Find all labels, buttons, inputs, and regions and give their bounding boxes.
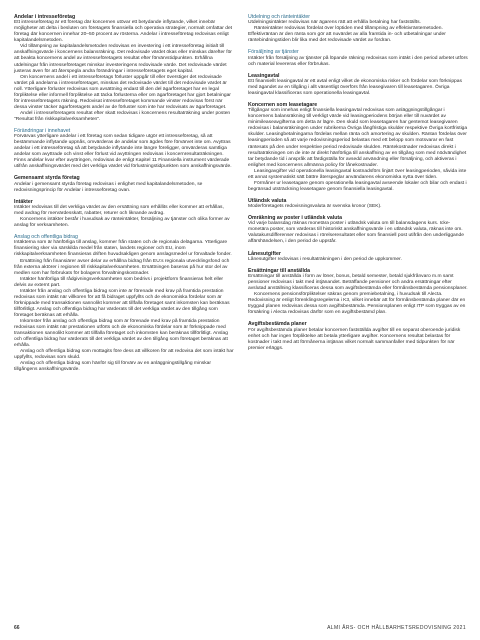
- section-heading: Förändringar i innehavet: [14, 128, 71, 134]
- section-utdelning-och-ranteintakter: [248, 14, 468, 44]
- section-heading: Koncernen som leasetagare: [248, 102, 318, 109]
- section-leasingavtal: [248, 73, 468, 97]
- body-paragraph: Andel i intresseföretagets resultat efter skatt redovisas i koncernens resultaträkning under posten "Resultat från riskkapitalverksamheten".: [14, 110, 231, 122]
- body-paragraph: Lånesutgifter redovisas i resultaträkningen i den period de uppkommer.: [248, 256, 402, 262]
- body-paragraph: Utdelningsintäkter redovisas när ägarens rätt att erhålla betalning har fastställts.: [248, 20, 421, 26]
- body-paragraph: För avgiftsbestämda planer betalar koncernen fastställda avgifter till en separat oberoende juridisk enhet och har ingen förpliktelse att betala ytterligare avgifter. Koncernens resultat belastas för kostnader i takt med att förmånerna intjänas vilket normalt sammanfaller med tidpunkten för när premier erläggs.: [248, 327, 461, 351]
- section-intakter: [14, 199, 234, 229]
- section-lanesutgifter: [248, 251, 468, 263]
- body-paragraph: Vid tillämpning av kapitalandelsmetoden redovisas en investering i ett intresseföretag initialt till anskaffningsvärde i koncernens balansräkning. Det redovisade värdet ökas eller minskas därefter för att beakta koncernens andel av intresseföretagets resultat efter förvärvstidpunkten. Erhållna utdelningar från intresseföretaget minskar investeringens redovisade värde. Det redovisade värdet justeras även för att återspegla andra förändringar i intresseföretagets eget kapital.: [14, 44, 232, 74]
- body-paragraph: Ersättningar till anställda i form av löner, bonus, betald semester, betald sjukfrånvaro m.m samt pensioner redovisas i takt med intjänandet. Beträffande pensioner och andra ersättningar efter avslutad anställning klassificeras dessa som avgiftsbestämda eller förmånsbestämda pensionsplaner.: [248, 273, 468, 292]
- body-paragraph: Om koncernens andel i ett intresseföretags förluster uppgår till eller överstiger det redovisade värdet på andelarna i intresseföretaget, minskas det redovisade värdet till det redovisade värdet är noll. Ytterligare förluster redovisas som avsättning endast till den del ägarföretaget har en legal förpliktelse eller informell förpliktelse att täcka förlusterna eller om ägarföretaget har gjort betalningar för intresseföretagets räkning. Redovisat intresseföretaget kommande vinster redovisas först när dessa vinster täcker ägarföretagets andel av de förluster som inte har redovisats av ägarföretaget.: [14, 74, 231, 110]
- section-heading: Intäkter: [14, 198, 33, 205]
- body-paragraph: Förvärvas ytterligare andelar i ett företag som sedan tidigare utgör ett intresseföretag, så att bestämmande inflytande uppnås, omvärderas de andelar som ägdes före förvärvet inte om. Avyttras andelar i ett intresseföretag så att betydande inflytande inte längre föreligger, omvärderas samtliga andelar som avyttrade och vinst eller förlust vid avyttringen redovisas i koncernresultaträkningen. Finns andelar kvar efter avyttringen, redovisas de enligt Kapitel 11 Finansiella instrument värderade utifrån anskaffningsvärdet med det verkliga värdet vid förlustningstidpunkten som anskaffningsvärde.: [14, 134, 232, 170]
- page-number: 66: [14, 625, 20, 631]
- body-paragraph: Koncernens intäkter består i huvudsak av ränteintäkter, försäljning av tjänster och olika former av anslag för verksamheten.: [14, 217, 230, 229]
- section-heading: Utländsk valuta: [248, 197, 287, 204]
- section-heading: Lånesutgifter: [248, 250, 281, 257]
- section-utlandsk-valuta: [248, 198, 468, 210]
- body-paragraph: Leasingavgifter vid operationella leasingavtal kostnadsförs linjärt över leasingperioden, såvida inte ett annat systematiskt sätt bättre återspeglar användarens ekonomiska nytta över tiden.: [248, 168, 467, 180]
- body-paragraph: Vid varje balansdag räknas monetära poster i utländsk valuta om till balansdagens kurs. Icke-monetära poster, som värderas till historiskt anskaffningsvärde i en utländsk valuta, räknas inte om. Valutakursdifferenser redovisas i rörelseresultatet eller som finansiell post utifrån den underliggande affärshändelsen, i den period de uppstår.: [248, 221, 464, 245]
- body-paragraph: Ett finansiellt leasingavtal är ett avtal enligt vilket de ekonomiska risker och fördelar som förknippas med ägandet av en tillgång i allt väsentligt överförs från leasegivaren till leasetagaren. Övriga leasingavtal klassificeras som operationella leasingavtal.: [248, 78, 462, 96]
- section-heading: Ersättningar till anställda: [248, 267, 310, 274]
- running-title: ALMI ÅRS- OCH HÅLLBARHETSREDOVISNING 2021: [327, 625, 466, 631]
- section-heading: Avgiftsbestämda planer: [248, 321, 307, 328]
- section-heading: Omräkning av poster i utländsk valuta: [248, 215, 342, 222]
- body-paragraph: Intäkter från anslag och offentliga bidrag som inte är förenade med krav på framtida prestation redovisas som intäkt när villkoren för att få bidraget uppfyllts och de ekonomiska fördelar som är förknippade med transaktionen sannolikt kommer att tillfalla företaget samt inkomsten kan beräknas tillförlitligt. Anslag och offentliga bidrag har värderats till det verkliga värdet av den tillgång som företaget beräknas att erhålla.: [14, 288, 230, 318]
- section-avgiftsbestamda-planer: [248, 321, 468, 351]
- section-heading: Försäljning av tjänster: [248, 49, 299, 56]
- section-heading: Anslag och offentliga bidrag: [14, 234, 78, 241]
- body-paragraph: Anslag och offentliga bidrag som mottagits före dess att villkoren för att redovisa det som intäkt har uppfyllts, redovisas som skuld.: [14, 349, 234, 361]
- section-omrakning-av-poster-i-utlandsk-valuta: [248, 215, 468, 245]
- section-heading: Gemensamt styrda företag: [14, 175, 80, 182]
- body-paragraph: Intäkter från försäljning av tjänster på löpande räkning redovisas som intäkt i den period arbetet utförs och material levereras eller förbrukas.: [248, 55, 468, 67]
- body-paragraph: Andelar i gemensamt styrda företag redovisas i enlighet med kapitalandelsmetoden, se redovisningsprincip för Andelar i intresseföretag ovan.: [14, 181, 203, 193]
- section-gemensamt-styrda-foretag: [14, 175, 234, 193]
- right-column: [248, 14, 468, 357]
- body-paragraph: Intäkter hänförliga till rådgivningsverksamheten som bedrivs i projektform finansieras helt eller delvis av externt part.: [14, 276, 224, 288]
- body-paragraph: Ett intresseföretag är ett företag där koncernen utövar ett betydande inflytande, vilket innebär möjligheter att delta i besluten om företagets finansiella och operativa strategier, normalt omfattar det företag där koncernen innehar 20–50 procent av rösterna. Andelar i intresseföretag redovisas enligt kapitalandelsmetoden.: [14, 20, 233, 44]
- body-paragraph: Ersättning från finansiärer avser delar av erhållna bidrag från EU:s regionala utvecklingsfond och från externa aktörer i regionen till riskkapitalverksamheten. Ersättningen baseras på hur stor del av medlen som har förbrukats för bolagens förvaltningskostnader.: [14, 258, 230, 276]
- body-paragraph: Inkomster från anslag och offentliga bidrag som är förenade med krav på framtida prestation redovisas som intäkt när prestationen utförts och de ekonomiska fördelar som är förknippade med transaktionen sannolikt kommer att tillfalla företaget och inkomsten kan beräknas tillförlitligt. Anslag och offentliga bidrag har värderats till det verkliga värdet av den tillgång som företaget beräknas att erhålla.: [14, 318, 228, 349]
- body-paragraph: Intäkter redovisas till det verkliga värdet av den ersättning som erhållits eller kommer att erhållas, med avdrag för mervärdesskatt, rabatter, returer och liknande avdrag.: [14, 204, 224, 217]
- left-column: [14, 14, 234, 378]
- body-paragraph: Koncernens pensionsförpliktelser säkras genom premiebetalning, i huvudsak till Alecta. Redovisning är enligt förenklingsregelerna i K3, vilket innebär att för förmånsbestämda planer där en tryggad planen redovisas dessa som avgiftsbestämda. Pensionsplanen enligt ITP som tryggas av en försäkring i Alecta redovisas därför som en avgiftsbestämd plan.: [248, 292, 466, 316]
- body-paragraph: Anslag och offentliga bidrag som hänför sig till förvärv av en anläggningstillgång minskar tillgångens anskaffningsvärde.: [14, 361, 212, 373]
- section-forandringar-i-innehavet: [14, 128, 234, 170]
- body-paragraph: Intäkterna som är hänförliga till anslag, kommer från staten och de regionala delägarna. Ytterligare finansiering sker via särskilda medel från staten, landets regioner och EU, inom riskkapitalverksamheten finansieras driften huvudsakligen genom anslagsmedel ur förvaltade fonder.: [14, 240, 232, 258]
- section-koncernen-som-leasetagare: [248, 102, 468, 193]
- body-paragraph: Förmåner ur leasetagare genom operationella leasingavtal avseende lokaler och bilar och endast i begränsad utsträckning leasetagare genom finansiella leasingavtal.: [248, 180, 467, 192]
- body-paragraph: Moderföretagets redovisningsvaluta är svenska kronor (SEK).: [248, 204, 382, 210]
- section-anslag-och-offentliga-bidrag: [14, 234, 234, 373]
- section-andelar-i-intresseforetag: [14, 14, 234, 123]
- body-paragraph: Ränteintäkter redovisas fördelat över löptiden med tillämpning av effektivräntemetoden. Effektivräntan är den ränta som gör att nuvärdet av alla framtida in- och utbetalningar under räntebindningstiden blir lika med det redovisade värdet av fordran.: [248, 26, 446, 44]
- section-heading: Utdelning och ränteintäkter: [248, 14, 310, 20]
- section-ersattningar-till-anstallda: [248, 268, 468, 317]
- page-footer: [14, 623, 466, 631]
- section-forsaljning-av-tjanster: [248, 49, 468, 67]
- section-heading: Leasingavtal: [248, 72, 280, 79]
- section-heading: Andelar i intresseföretag: [14, 14, 76, 20]
- body-paragraph: Tillgångar som innehas enligt finansiella leasingavtal redovisas som anläggningstillgångar i koncernens balansräkning till verkligt värde vid leasingperiodens början eller till nuvärdet av minimileaseavgifterna om detta är lägre. Den skuld som leasetagaren har gentemot leasegivaren redovisas i balansräkningen under rubrikerna Övriga långfristiga skulder respektive Övriga kortfristiga skulder. Leasingbetalningarna fördelas mellan ränta och amortering av skulden. Räntan fördelas över leasingperioden så att varje redovisningsperiod belastas med ett belopp som motsvarar en fast räntesats på den under respektive period redovisade skulden. Räntekostnader redovisas direkt i resultaträkningen om de inte är direkt hänförliga till anskaffning av en tillgång som med nödvändighet tar betydande tid i anspråk att färdigställa för avsedd användning eller försäljning, och aktiveras i enlighet med koncernens allmänna policy för lånekostnader.: [248, 108, 468, 168]
